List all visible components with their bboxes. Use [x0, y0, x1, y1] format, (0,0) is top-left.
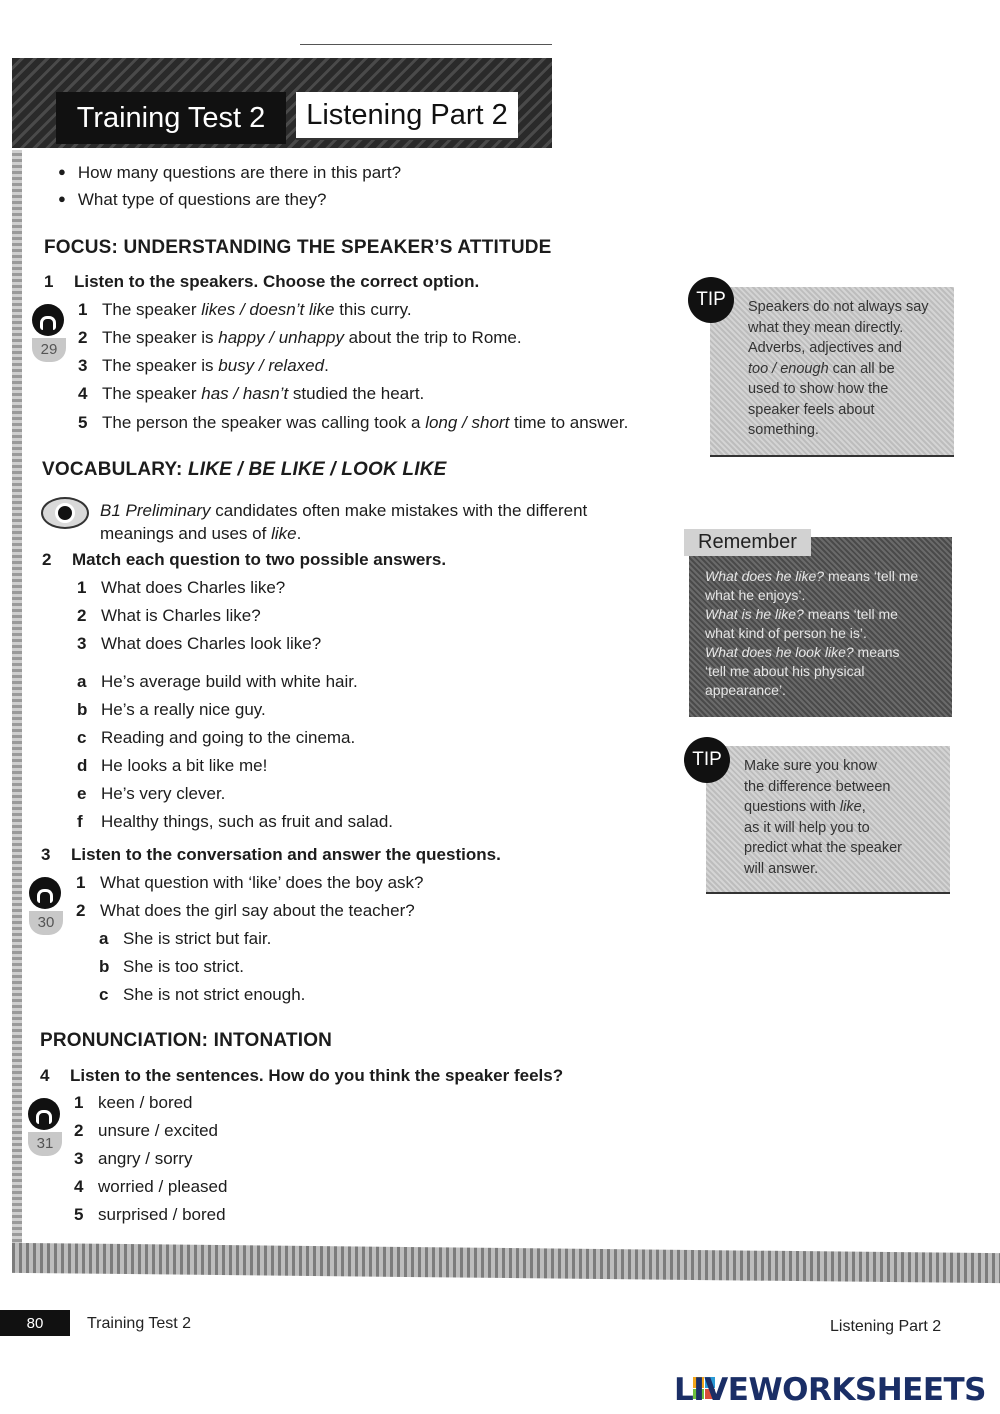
brand-watermark[interactable]: LIVEWORKSHEETS	[674, 1372, 986, 1408]
footer-left-title: Training Test 2	[87, 1315, 192, 1332]
page-number: 80	[0, 1310, 70, 1336]
tip-box: Speakers do not always say what they mean directly. Adverbs, adjectives and too / enough can all be used to show how the speaker feels about something.	[710, 287, 954, 457]
focus-heading: FOCUS: UNDERSTANDING THE SPEAKER’S ATTITUDE	[44, 237, 552, 258]
question-1	[44, 272, 479, 292]
list-item: 2 What does the girl say about the teacher?	[76, 901, 415, 920]
eye-icon	[41, 497, 89, 529]
exam-note: B1 Preliminary candidates often make mistakes with the different meanings and uses of like.	[100, 501, 588, 543]
list-item: 3 The speaker is busy / relaxed.	[78, 356, 329, 375]
question-2: 2 Match each question to two possible answers.	[42, 550, 447, 569]
section-title-test: Training Test 2	[56, 92, 286, 144]
audio-track[interactable]	[29, 877, 63, 939]
headphones-icon	[32, 304, 64, 336]
audio-track[interactable]	[32, 304, 66, 366]
option-item: a She is strict but fair.	[99, 929, 272, 948]
tip-box: Make sure you know the difference between questions with like, as it will help you to predict what the speaker will answer.	[706, 746, 950, 894]
option-item: c She is not strict enough.	[99, 985, 306, 1004]
list-item: 4 The speaker has / hasn’t studied the heart.	[78, 384, 425, 403]
answer-item: f Healthy things, such as fruit and salad.	[77, 812, 393, 831]
remember-label: Remember	[684, 529, 811, 556]
audio-track[interactable]	[28, 1098, 62, 1160]
track-number: 31	[28, 1132, 62, 1156]
question-4: 4 Listen to the sentences. How do you think the speaker feels?	[40, 1066, 564, 1085]
left-edge-strip	[12, 150, 22, 1260]
tip-badge: TIP	[688, 277, 734, 323]
list-item: 1 What does Charles like?	[77, 578, 286, 597]
question-text: Listen to the speakers. Choose the correct option.	[74, 272, 480, 291]
answer-item: b He’s a really nice guy.	[77, 700, 266, 719]
answer-item: e He’s very clever.	[77, 784, 226, 803]
track-number: 30	[29, 911, 63, 935]
list-item: 4 worried / pleased	[74, 1177, 228, 1196]
list-item: 3 What does Charles look like?	[77, 634, 322, 653]
list-item: 2 What is Charles like?	[77, 606, 261, 625]
track-number: 29	[32, 338, 66, 362]
list-item: 3 angry / sorry	[74, 1149, 193, 1168]
answer-item: a He’s average build with white hair.	[77, 672, 358, 691]
bottom-edge-strip	[12, 1243, 1000, 1283]
option-item: b She is too strict.	[99, 957, 244, 976]
list-item: 5 surprised / bored	[74, 1205, 226, 1224]
remember-box: What does he like? means ‘tell me what he enjoys’. What is he like? means ‘tell me what kind of person he is’. What does he look like? means ‘tell me about his physical appearance’.	[689, 537, 952, 717]
list-item: 2 unsure / excited	[74, 1121, 219, 1140]
list-item: 1 keen / bored	[74, 1093, 193, 1112]
pronunciation-heading: PRONUNCIATION: INTONATION	[40, 1030, 333, 1051]
intro-question: ● What type of questions are they?	[58, 190, 326, 210]
question-number: 1	[44, 272, 54, 291]
answer-item: d He looks a bit like me!	[77, 756, 268, 775]
question-3: 3 Listen to the conversation and answer the questions.	[41, 845, 501, 864]
list-item: 5 The person the speaker was calling took a long / short time to answer.	[78, 413, 629, 432]
vocabulary-heading: VOCABULARY: LIKE / BE LIKE / LOOK LIKE	[42, 459, 447, 480]
section-title-part: Listening Part 2	[296, 92, 518, 140]
list-item: 2 The speaker is happy / unhappy about the trip to Rome.	[78, 328, 522, 347]
headphones-icon	[28, 1098, 60, 1130]
answer-item: c Reading and going to the cinema.	[77, 728, 356, 747]
list-item: 1 What question with ‘like’ does the boy ask?	[76, 873, 424, 892]
tip-badge: TIP	[684, 737, 730, 783]
intro-question: ● How many questions are there in this part?	[58, 163, 401, 183]
top-rule	[300, 44, 552, 45]
headphones-icon	[29, 877, 61, 909]
footer-right-title: Listening Part 2	[830, 1318, 942, 1335]
list-item: 1 The speaker likes / doesn’t like this curry.	[78, 300, 412, 319]
